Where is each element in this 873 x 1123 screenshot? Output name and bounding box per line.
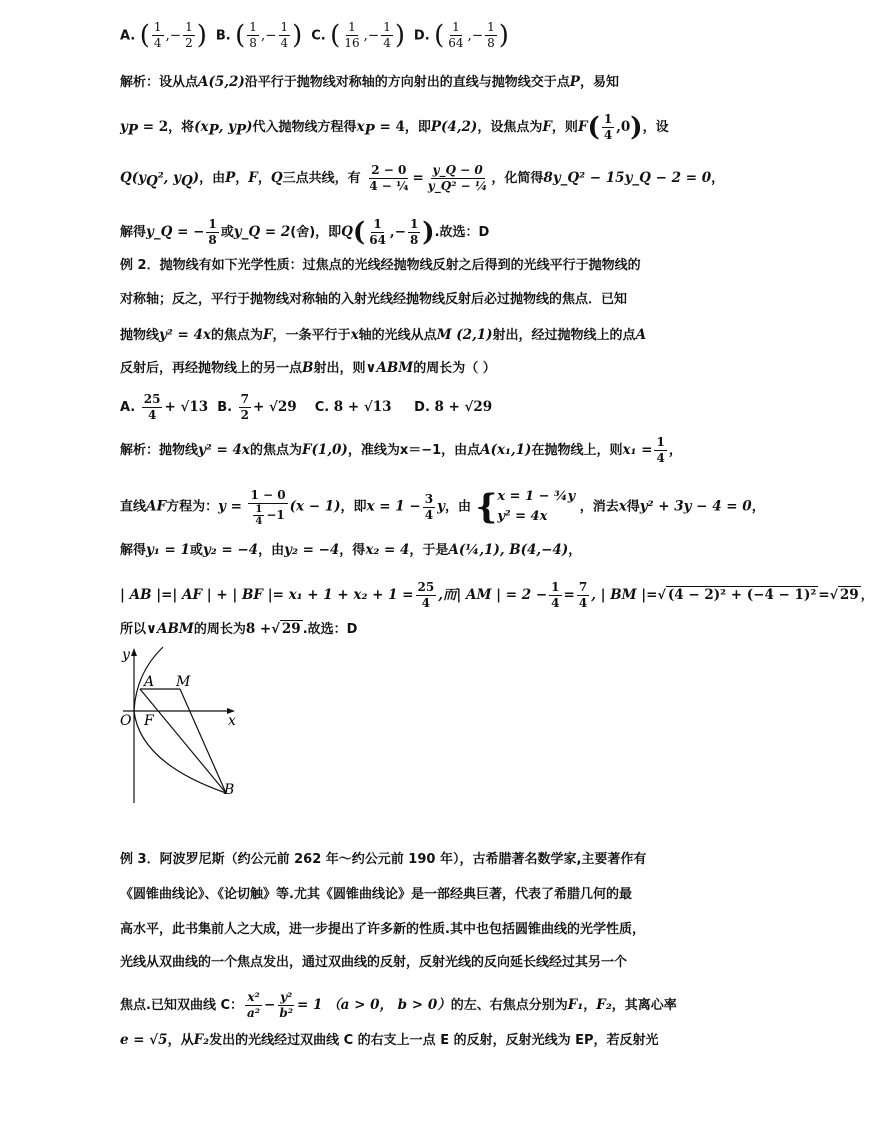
solution2-line5: 所以∨ABM的周长为8 +√ 29 .故选：D xyxy=(120,621,358,637)
example2-line2: 对称轴；反之，平行于抛物线对称轴的入射光线经抛物线反射后必过抛物线的焦点．已知 xyxy=(120,292,628,307)
solution2-line4: | AB |=| AF | + | BF |= x₁ + 1 + x₂ + 1 = $\frac{25}{4}$ ,而| AM | = 2 − $\frac{1}{4}$ = $\frac{7}{4}$ , | BM |=√ (4 − 2)² + (−4 − 1)² =√ 29 ， xyxy=(120,580,873,610)
parabola-figure xyxy=(118,643,248,808)
option-c-label: C. xyxy=(311,28,326,44)
options-row-1: A. ( $\frac{1}{4}$ ,− $\frac{1}{2}$ ) B. ( $\frac{1}{8}$ ,− $\frac{1}{4}$ ) C. ( $\frac{1}{16}$ ,− $\frac{1}{4}$ ) D. ( $\frac{1}{64}$ ,− $\frac{1}{8}$ ) xyxy=(120,20,509,51)
point-a-label: A xyxy=(144,674,155,690)
focus-label: F xyxy=(144,713,154,729)
segment-ab xyxy=(140,689,226,793)
solution1-line4: 解得y_Q = − $\frac{1}{8}$ 或y_Q = 2(舍)，即Q( $\frac{1}{64}$ ,− $\frac{1}{8}$ ).故选：D xyxy=(120,217,490,248)
solution2-line2: 直线AF方程为：y = 1 − 0 $\frac{1}{4}$ −1 (x − 1)，即x = 1 − $\frac{3}{4}$ y，由 { x = 1 − ¾y y² = 4x ，消去x得y² + 3y − 4 = 0， xyxy=(120,487,765,527)
example2-options: A. $\frac{25}{4}$ + √13 B. $\frac{7}{2}$ + √29 C. 8 + √13 D. 8 + √29 xyxy=(120,392,493,422)
solution1-line2: $y_P = 2$，将($x_P$, $y_P$)代入抛物线方程得$x_P = 4$，即P(4,2)，设焦点为F，则F( $\frac{1}{4}$ ,0)，设 xyxy=(120,112,669,143)
example3-line4: 光线从双曲线的一个焦点发出，通过双曲线的反射，反射光线的反向延长线经过其另一个 xyxy=(120,955,628,970)
example2-line1: 例 2．抛物线有如下光学性质：过焦点的光线经抛物线反射之后得到的光线平行于抛物线的 xyxy=(120,258,641,273)
point-m-label: M xyxy=(176,674,191,690)
option-a-label: A. xyxy=(120,28,136,44)
example3-line1: 例 3．阿波罗尼斯（约公元前 262 年～约公元前 190 年），古希腊著名数学家,主要著作有 xyxy=(120,852,647,867)
example2-line3: 抛物线y² = 4x的焦点为F，一条平行于x轴的光线从点M (2,1)射出，经过抛物线上的点A xyxy=(120,327,647,343)
option-b-label: B. xyxy=(215,28,231,44)
example3-line6: e = √5，从F₂发出的光线经过双曲线 C 的右支上一点 E 的反射，反射光线为 EP，若反射光 xyxy=(120,1032,659,1048)
example3-line5: 焦点.已知双曲线 C： $\frac{\text{x²}}{\text{a²}}$ − $\frac{\text{y²}}{\text{b²}}$ = 1 （a > 0， b > 0）的左、右焦点分别为F₁，F₂，其离心率 xyxy=(120,990,677,1020)
solution2-line1: 解析：抛物线y² = 4x的焦点为F(1,0)，准线为x＝−1，由点A(x₁,1)在抛物线上，则x₁ = $\frac{1}{4}$ ， xyxy=(120,435,682,465)
point-b-label: B xyxy=(224,782,235,798)
x-label: x xyxy=(228,713,236,729)
example3-line2: 《圆锥曲线论》、《论切触》等.尤其《圆锥曲线论》是一部经典巨著，代表了希腊几何的最 xyxy=(120,887,632,902)
solution1-line3: $Q(y_Q^2$, $y_Q$)，由P，F，Q三点共线，有 $\frac{2 - 0}{\text{4 − ¼}}$ = $\frac{y\_Q - 0}{\text{y\_Q² − ¼}}$ ，化简得8y_Q² − 15y_Q − 2 = 0， xyxy=(120,163,725,193)
segment-mb xyxy=(180,689,226,793)
example2-line4: 反射后，再经抛物线上的另一点B射出，则∨ABM的周长为（ ） xyxy=(120,360,496,376)
option-d-label: D. xyxy=(413,28,430,44)
origin-label: O xyxy=(120,713,132,729)
example3-line3: 高水平，此书集前人之大成，进一步提出了许多新的性质.其中也包括圆锥曲线的光学性质， xyxy=(120,922,645,937)
solution1-line1: 解析：设从点A(5,2)沿平行于抛物线对称轴的方向射出的直线与抛物线交于点P，易知 xyxy=(120,74,619,90)
y-axis-arrow xyxy=(131,648,137,656)
y-label: y xyxy=(122,647,130,663)
solution2-line3: 解得y₁ = 1或y₂ = −4，由y₂ = −4，得x₂ = 4，于是A(¼,1), B(4,−4)， xyxy=(120,542,582,558)
